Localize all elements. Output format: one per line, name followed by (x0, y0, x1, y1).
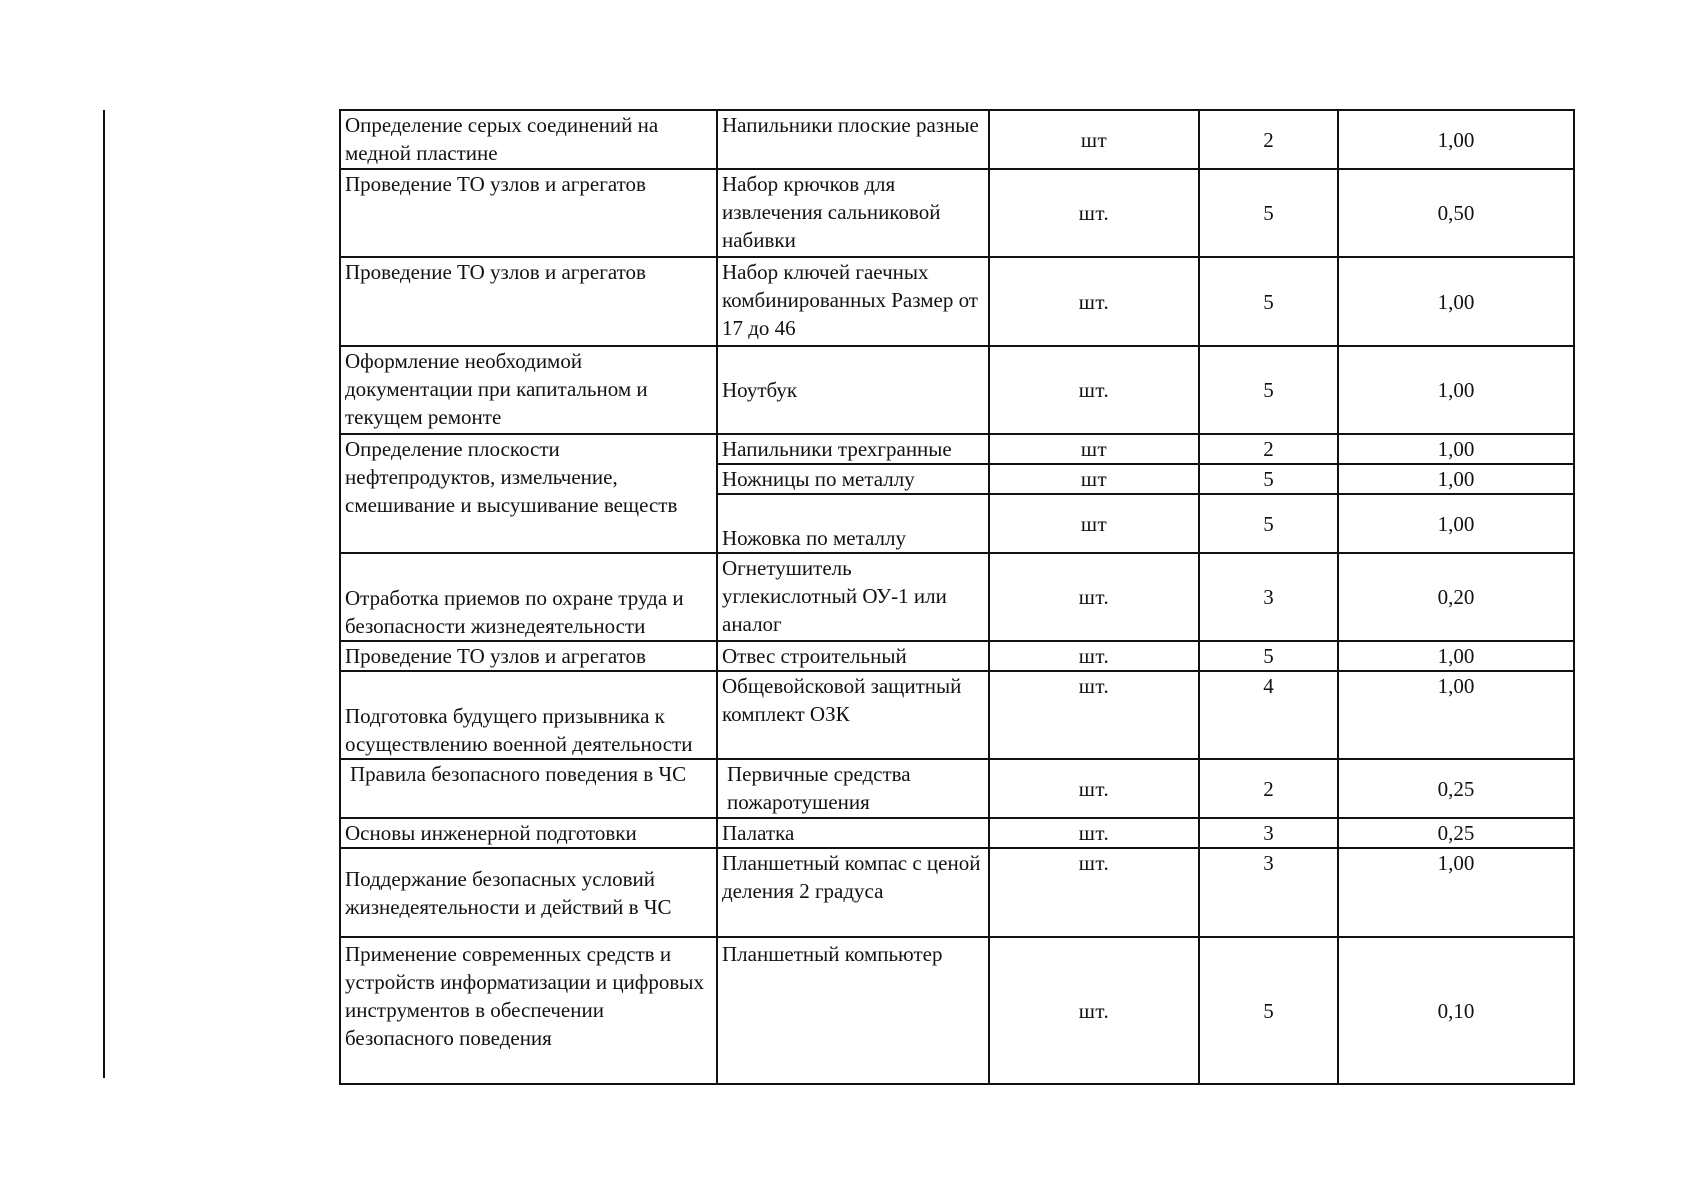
quantity-cell: 5 (1199, 464, 1338, 494)
norm-cell: 1,00 (1338, 641, 1574, 671)
work-cell: Определение серых соединений на медной пластине (340, 110, 717, 169)
work-cell: Проведение ТО узлов и агрегатов (340, 257, 717, 346)
work-cell: Определение плоскости нефтепродуктов, измельчение, смешивание и высушивание веществ (340, 434, 717, 553)
quantity-cell: 5 (1199, 494, 1338, 553)
norm-cell: 0,25 (1338, 759, 1574, 818)
table-row (340, 553, 1574, 641)
item-cell: Ножовка по металлу (717, 494, 989, 553)
work-cell: Поддержание безопасных условий жизнедеятельности и действий в ЧС (340, 848, 717, 937)
unit-cell: шт. (989, 346, 1199, 434)
table-row (340, 169, 1574, 257)
item-cell: Ножницы по металлу (717, 464, 989, 494)
item-cell: Первичные средства пожаротушения (717, 759, 989, 818)
unit-cell: шт (989, 464, 1199, 494)
norm-cell: 0,20 (1338, 553, 1574, 641)
item-cell: Планшетный компьютер (717, 937, 989, 1084)
work-cell: Отработка приемов по охране труда и безопасности жизнедеятельности (340, 553, 717, 641)
unit-cell: шт. (989, 818, 1199, 848)
item-cell: Палатка (717, 818, 989, 848)
item-cell: Огнетушитель углекислотный ОУ-1 или аналог (717, 553, 989, 641)
norm-cell: 0,10 (1338, 937, 1574, 1084)
norm-cell: 0,25 (1338, 818, 1574, 848)
work-cell: Основы инженерной подготовки (340, 818, 717, 848)
work-cell: Правила безопасного поведения в ЧС (340, 759, 717, 818)
work-cell: Подготовка будущего призывника к осуществлению военной деятельности (340, 671, 717, 759)
unit-cell: шт (989, 494, 1199, 553)
norm-cell: 1,00 (1338, 346, 1574, 434)
unit-cell: шт (989, 110, 1199, 169)
norm-cell: 1,00 (1338, 671, 1574, 759)
norm-cell: 1,00 (1338, 848, 1574, 937)
norm-cell: 0,50 (1338, 169, 1574, 257)
unit-cell: шт. (989, 257, 1199, 346)
quantity-cell: 2 (1199, 110, 1338, 169)
work-cell: Проведение ТО узлов и агрегатов (340, 641, 717, 671)
table-row (340, 257, 1574, 346)
table-row (340, 818, 1574, 848)
item-cell: Отвес строительный (717, 641, 989, 671)
work-cell: Оформление необходимой документации при капитальном и текущем ремонте (340, 346, 717, 434)
unit-cell: шт (989, 434, 1199, 464)
quantity-cell: 3 (1199, 848, 1338, 937)
quantity-cell: 5 (1199, 346, 1338, 434)
quantity-cell: 4 (1199, 671, 1338, 759)
norm-cell: 1,00 (1338, 257, 1574, 346)
unit-cell: шт. (989, 759, 1199, 818)
unit-cell: шт. (989, 553, 1199, 641)
table-row (340, 848, 1574, 937)
table-row (340, 110, 1574, 169)
table-row (340, 671, 1574, 759)
norm-cell: 1,00 (1338, 434, 1574, 464)
quantity-cell: 5 (1199, 937, 1338, 1084)
item-cell: Набор ключей гаечных комбинированных Размер от 17 до 46 (717, 257, 989, 346)
unit-cell: шт. (989, 848, 1199, 937)
quantity-cell: 5 (1199, 169, 1338, 257)
table-row (340, 641, 1574, 671)
quantity-cell: 2 (1199, 759, 1338, 818)
unit-cell: шт. (989, 671, 1199, 759)
norm-cell: 1,00 (1338, 464, 1574, 494)
norm-cell: 1,00 (1338, 110, 1574, 169)
work-cell: Применение современных средств и устройств информатизации и цифровых инструментов в обеспечении безопасного поведения (340, 937, 717, 1084)
table-row (340, 759, 1574, 818)
item-cell: Набор крючков для извлечения сальниковой набивки (717, 169, 989, 257)
table-row (340, 346, 1574, 434)
unit-cell: шт. (989, 169, 1199, 257)
quantity-cell: 5 (1199, 257, 1338, 346)
item-cell: Ноутбук (717, 346, 989, 434)
table-row (340, 434, 1574, 464)
quantity-cell: 3 (1199, 818, 1338, 848)
item-cell: Планшетный компас с ценой деления 2 градуса (717, 848, 989, 937)
unit-cell: шт. (989, 937, 1199, 1084)
quantity-cell: 3 (1199, 553, 1338, 641)
quantity-cell: 2 (1199, 434, 1338, 464)
page-margin-line (103, 110, 105, 1078)
table-row (340, 937, 1574, 1084)
work-cell: Проведение ТО узлов и агрегатов (340, 169, 717, 257)
quantity-cell: 5 (1199, 641, 1338, 671)
unit-cell: шт. (989, 641, 1199, 671)
item-cell: Напильники плоские разные (717, 110, 989, 169)
item-cell: Напильники трехгранные (717, 434, 989, 464)
item-cell: Общевойсковой защитный комплект ОЗК (717, 671, 989, 759)
norm-cell: 1,00 (1338, 494, 1574, 553)
equipment-table (339, 109, 1575, 1085)
